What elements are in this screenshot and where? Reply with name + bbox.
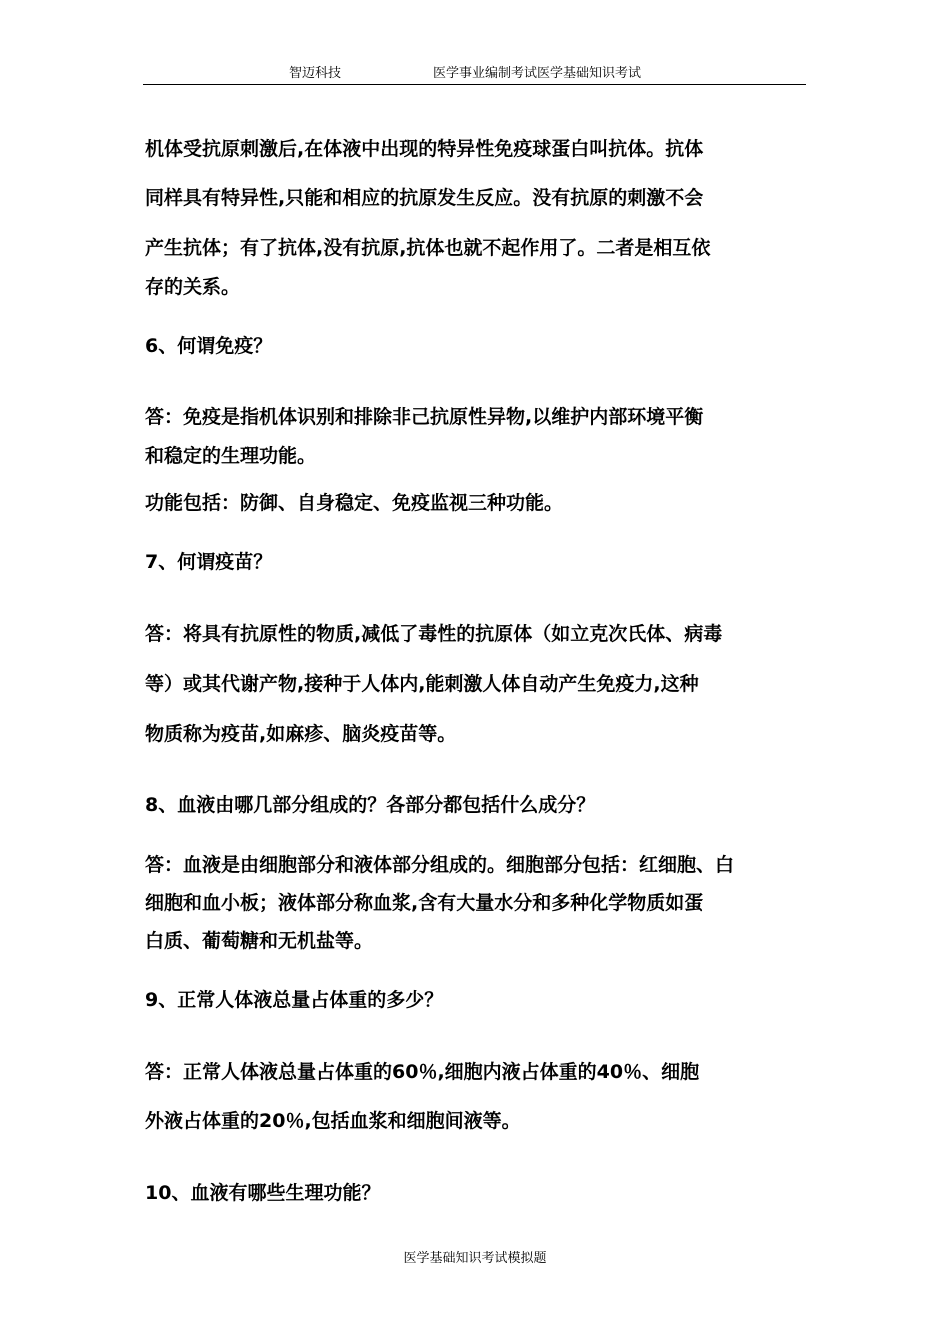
header-title: 医学事业编制考试医学基础知识考试 [433,66,642,81]
text-line: 存的关系。 [145,276,241,298]
text-line: 功能包括：防御、自身稳定、免疫监视三种功能。 [145,492,564,514]
text-line: 同样具有特异性,只能和相应的抗原发生反应。没有抗原的刺激不会 [145,187,704,209]
text-line: 和稳定的生理功能。 [145,445,317,467]
text-line: 外液占体重的20％,包括血浆和细胞间液等。 [145,1110,521,1132]
text-line: 产生抗体；有了抗体,没有抗原,抗体也就不起作用了。二者是相互依 [145,237,711,259]
text-line: 答：免疫是指机体识别和排除非己抗原性异物,以维护内部环境平衡 [145,406,704,428]
text-line: 等）或其代谢产物,接种于人体内,能刺激人体自动产生免疫力,这种 [145,673,699,695]
question-8: 8、血液由哪几部分组成的？各部分都包括什么成分？ [145,794,596,816]
text-line: 白质、葡萄糖和无机盐等。 [145,930,374,952]
page-header [143,64,806,85]
page-footer: 医学基础知识考试模拟题 [403,1251,547,1266]
question-10: 10、血液有哪些生理功能？ [145,1182,381,1204]
question-6: 6、何谓免疫？ [145,335,273,357]
header-company: 智迈科技 [289,66,342,81]
text-line: 细胞和血小板；液体部分称血浆,含有大量水分和多种化学物质如蛋 [145,892,704,914]
text-line: 答：血液是由细胞部分和液体部分组成的。细胞部分包括：红细胞、白 [145,854,735,876]
question-7: 7、何谓疫苗？ [145,551,273,573]
text-line: 答：将具有抗原性的物质,减低了毒性的抗原体（如立克次氏体、病毒 [145,623,723,645]
text-line: 机体受抗原刺激后,在体液中出现的特异性免疫球蛋白叫抗体。抗体 [145,138,704,160]
text-line: 物质称为疫苗,如麻疹、脑炎疫苗等。 [145,723,457,745]
text-line: 答：正常人体液总量占体重的60％,细胞内液占体重的40％、细胞 [145,1061,700,1083]
question-9: 9、正常人体液总量占体重的多少？ [145,989,444,1011]
